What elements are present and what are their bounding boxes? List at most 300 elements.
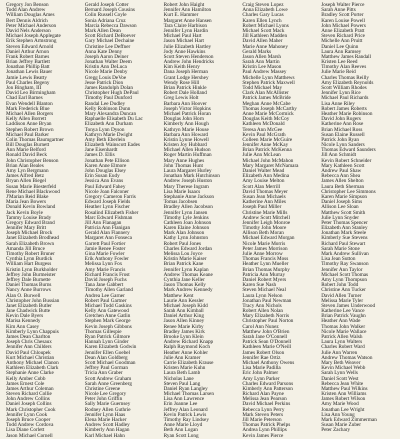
name-entry: Jennifer Rae Ortiz [242,354,281,361]
name-entry: Margaret Ann Fonseca [84,235,132,242]
name-entry: James Robert Wilson [321,396,366,403]
name-entry: Katherine Ann Rose [321,121,364,128]
name-entry: Tara Claire Harbison [163,22,208,29]
name-entry: David Allen Turner [321,292,362,299]
name-entry: Heather Lynn Fischer [84,204,130,211]
name-entry: Kristin Lee Mason [242,64,282,71]
name-entry: Steven Richard Price [321,33,365,40]
name-entry: Gregory Cameron Farris [84,193,136,200]
name-entry: Mark Andrew Kennedy [163,287,213,294]
name-entry: Jessica Ann Evans [84,178,124,185]
name-entry: Laddison Anne Bryan [6,121,52,128]
name-entry: Kristin Lynne Howell [163,136,209,143]
name-entry: Scott Alan Merrill [242,183,281,190]
name-entry: Daniel Thomas Burns [6,282,52,289]
name-entry: Dean Alan Goldberg [84,354,128,361]
name-entry: Donald Kevin Bowland [6,204,56,211]
name-entry: Jonathan Walter Deem [84,59,132,66]
name-entry: Brian Jeffrey Bartlett [6,59,50,66]
name-entry: Scott Michael Goodman [84,359,136,366]
name-entry: Julie Elizabeth Hartley [163,43,212,50]
name-entry: Marie Anne Mahoney [242,43,288,50]
name-entry: Mark Allen Dean [84,27,121,34]
name-entry: Julie Marie Reid [321,69,356,76]
name-entry: Bradley James Kirk [163,328,205,335]
name-entry: Mary Alexandra Duncan [84,110,137,117]
name-entry: Brooke Lynn Klein [163,334,204,340]
name-entry: Jason Thomas Kelly [163,282,206,289]
name-entry: Anna Kate Denny [84,48,123,55]
name-entry: Elizabeth Wainscott Eades [84,142,140,149]
name-entry: Stephen Mark George [84,318,131,325]
name-entry: Matthew Scott Smith [321,209,366,216]
name-entry: Kathleen Elizabeth Clark [6,365,59,372]
name-entry: Kevin Joseph Gibbons [84,323,132,330]
name-entry: Jennifer Ann Hamilton [163,7,212,14]
name-entry: David Thomas Meyer [242,188,288,195]
name-entry: Jon Bingham, III [6,85,42,91]
name-entry: Thomas John Walker [321,323,366,330]
name-entry: Michael Thomas Larsen [163,391,214,398]
name-entry: Jennifer Lynn Hardin [163,27,208,34]
name-entry: Daniel Arthur King [163,313,204,320]
name-entry: Christine Greene [84,385,121,392]
name-entry: Patrick Allen Walsh [321,334,363,340]
name-entry: Timothy Allen Garland [84,287,134,294]
name-entry: Heather Lynn Mueller [242,261,289,268]
name-entry: Karen Ellen Lynch [242,17,282,24]
name-entry: Amy Marie Wood [321,401,359,408]
name-entry: Nancy Anne Burrows [6,287,51,294]
name-entry: Jonathan Paul Newman [242,297,292,304]
name-entry: Marcia Rebecca Dawson [84,22,137,29]
name-entry: James Randolph Dolan [84,85,133,91]
name-entry: Elizabeth Ann Medina [242,173,290,180]
name-entry: Paul Edward Fahey [84,183,126,190]
name-entry: David Nels Anderson [6,27,51,34]
name-entry: Cynthia Lynn Burdick [6,256,53,263]
name-entry: Jennifer Anne McKay [242,142,289,149]
name-entry: J'Marian Reid Blake [6,193,49,200]
name-entry: Eric John Palmer [242,370,279,377]
name-entry: Tomas Jacobsen [163,199,198,206]
name-entry: Ann Marie Belford [6,147,46,154]
name-entry: Andrew Scott Hadley [84,422,130,429]
name-entry: Jonathan Phillip Batt [6,64,50,71]
name-entry: Elena Marie Hacker [84,417,127,423]
name-entry: Robert John Haight [163,2,205,8]
name-entry: Michael Paul Barker [6,131,49,138]
name-entry: Brian Patrick Kane [163,261,204,268]
name-entry: Cynthia Jane Keller [163,276,205,283]
name-entry: Sonia Adriana Cruz [84,17,126,24]
name-entry: Colin Thomas Baumgartner [6,136,64,143]
name-entry: James Dean Charlton [6,334,51,340]
name-entry: Matthew James Randall [321,53,372,60]
name-entry: Laura Margaret Hurley [163,168,212,174]
name-entry: Jason Michael Cornell [6,432,53,439]
name-entry: Mark Edward Zimmerman [321,417,377,423]
name-entry: Jonathan Lee Wright [321,406,365,413]
name-entry: Julie Lynn Snyder [321,214,359,221]
name-entry: Sally Marie Guernsey [84,401,131,408]
name-entry: James Allen Shelton [321,178,364,185]
name-entry: Sarah Anne Pitts [321,7,356,14]
name-entry: Erin Joanne Lee [163,401,198,408]
name-entry: Kathleen Marie O'Neill [242,344,292,351]
name-entry: David Joseph Fuchs [84,276,127,283]
name-entry: Julie Ann Kramer [163,354,201,361]
name-entry: Christine Ann Tucker [321,287,366,294]
name-entry: Erik Stephen Armstrong [6,38,57,45]
name-entry: Jennifer Lynn Haas [84,411,126,418]
name-column-5 [321,2,396,434]
name-entry: Jill Kathleen Madden [242,33,288,40]
name-entry: Daniel Scott West [321,375,359,382]
name-entry: Michael Joseph Applegate [6,33,61,40]
name-entry: Ralph Raymond Koch [163,344,210,351]
name-entry: Michael Allen Borgers [6,110,54,117]
name-entry: Karen Sue Nash [242,282,277,289]
name-entry: Lisa Ann Young [321,411,355,418]
name-entry: Evan Wendell Blanton [6,100,53,107]
name-entry: Kristin Lynn Burkholder [6,266,58,273]
name-entry: Steven Michael Neal [242,287,286,294]
name-entry: Janet Elizabeth Brodhead [6,235,60,242]
name-entry: Andrea Lee Garner [84,292,125,299]
name-list [321,3,396,434]
name-entry: Greg Lewis Holt [163,95,199,102]
name-entry: Kevin Patrick Lewis [163,411,207,418]
name-list [242,3,317,439]
name-entry: Michelle Lynn Matthews [242,74,295,81]
name-entry: Sarah Elizabeth Brown [6,240,55,247]
name-entry: Matthew John O'Brien [242,328,290,335]
name-entry: Timothy John Moore [242,225,287,232]
name-entry: Todd Michael May [242,85,283,91]
name-entry: Andrew Thomas Keane [163,271,213,278]
name-entry: Robert James Roberts [321,105,367,112]
name-entry: Jennifer Ann Childers [6,344,52,351]
name-entry: Lisa Diane Corlett [6,427,45,434]
name-entry: Kim Ann Casey [6,323,40,330]
name-entry: Colleen Marie McGuire [242,136,293,143]
name-entry: Brian Patrick Hinkle [163,85,207,91]
name-entry: Paul Andrew Massey [242,69,287,76]
name-entry: Karl Michael Hahn [84,432,125,439]
name-entry: Renee Marie Kirby [163,323,204,330]
name-entry: Hannah Lynn Ginder [84,339,129,346]
name-entry: James Ernest Cole [6,380,45,387]
name-entry: Amy Marie Francis [84,266,126,273]
name-entry: Jennifer Ann Taylor [321,266,363,273]
name-entry: Andrew Paul Shaw [321,168,362,174]
name-entry: Nicole Marie Denby [84,69,128,76]
name-entry: Raphaelle Elisabeth Du Lac [84,116,143,123]
name-entry: Jason Michael Hart [163,38,204,45]
name-entry: Ryan Scott Long [163,432,199,439]
name-entry: John Michael Powers [321,22,366,29]
name-entry: Gregory Jon Benson [6,2,49,8]
name-entry: Jennifer Mary Britt [6,225,47,232]
name-entry: Mary Kathleen Scott [321,162,365,169]
name-entry: Douglas Keith McCoy [242,116,290,123]
name-entry: David John Rogers [321,116,361,123]
name-entry: David Paul Chloupek [6,349,51,356]
name-entry: Kristen Lee Reed [321,59,358,66]
name-entry: Tana Jane Gabbert [84,282,124,289]
name-entry: Christopher Lee Simmons [321,188,376,195]
name-entry: Colin Russell Coyle [84,12,127,19]
name-entry: Mary Elizabeth Norris [242,313,290,320]
name-entry: Timothy Paul Dunford [84,95,132,102]
name-entry: Kristen Marie Kuhn [163,365,206,372]
name-entry: Christopher Hugh DePaul [84,90,139,97]
name-entry: Kimberly Ann Hough [163,121,209,128]
name-entry: Kelly Amber Cobb [6,375,46,382]
name-entry: Nicole Lynn Sanders [321,142,365,149]
name-entry: Jeffrey Paul Gorman [84,365,128,372]
name-entry: Robert Paul Gartner [84,297,127,304]
name-entry: Robert John Todd [321,282,359,289]
name-entry: Nicholas Lane [163,375,194,382]
name-entry: Laura Lynn Nelson [242,292,283,299]
name-entry: Sarah Ann Kimball [163,308,204,315]
name-entry: Heather Ann Wade [321,318,361,325]
name-entry: Peter James Morrison [242,245,288,252]
name-entry: Jennifer Lynn Cook [6,411,48,418]
name-entry: Beth Ann Logan [163,427,198,434]
name-entry: Daniel Arthur Arnon [6,48,49,55]
name-entry: Daniel Joseph Collins [6,401,52,408]
name-entry: Daniel Lee Quinn [321,43,359,50]
name-entry: Chad Earl Barnes [6,95,43,102]
name-entry: Timothy Ray Swanson [321,261,369,268]
name-entry: Peter Zachary [321,427,351,434]
name-entry: Lisa Marie Isaacs [163,188,201,195]
name-entry: Joseph Michael Brock [6,230,53,237]
name-entry: Lisa Jean Sutton [321,256,356,263]
name-entry: Gina Marie Fowler [84,251,125,257]
name-entry: Mary Margaret McNamara [242,162,299,169]
name-entry: Barbara Ann Howard [163,131,208,138]
name-entry: Sarah Jane O'Connell [242,334,288,340]
name-entry: Patricia Ann Flanigan [84,225,131,232]
name-entry: Mark Alan Johnson [163,230,205,237]
name-entry: Karen Anne Elmore [84,162,127,169]
name-entry: Brian Michael Ross [321,126,363,133]
name-entry: James Arthur Coleman [6,385,54,392]
name-entry: Kelly Allen Borrett [6,116,47,123]
name-entry: Jill Ann Schmidt [321,152,357,159]
name-entry: Rebecca Ann Shea [321,173,361,180]
name-entry: Mark Christopher Cook [6,406,56,413]
name-entry: Karen Elaine Johnson [163,225,210,232]
name-entry: Sarah Marie Stone [321,245,360,252]
name-entry: Christine Marie Mills [242,209,288,216]
name-entry: Amy Lynn Parker [242,375,280,382]
name-entry: Anna Elizabeth Lowe [242,7,288,14]
name-entry: Laurie Ann Kessler [163,297,204,304]
name-entry: Allison Lee Sloan [321,204,359,211]
name-entry: Matthew Paul Wilkins [321,385,368,392]
name-entry: Meghan Anne McCabe [242,100,291,107]
name-entry: Jill Ann Flanagan [84,219,122,226]
name-entry: Jeffrey John Burmeister [6,271,56,278]
name-entry: Andrew Richard Knapp [163,339,214,346]
name-entry: Jennifer Lynn Jansen [163,209,208,216]
name-entry: Kathryn Marie House [163,126,209,133]
name-entry: Todd Andrew Cordova [6,422,54,429]
name-entry: Amy Beth Eberlein [84,136,126,143]
name-list [85,3,160,439]
name-entry: Heather Marie Robinson [321,110,373,117]
name-entry: Christine Lee Deffner [84,43,131,50]
name-entry: Kevin Robert Schneider [321,157,372,164]
name-entry: Patrick John Ryan [321,136,360,143]
name-entry: Richard Alan Payne [242,391,284,398]
name-entry: John Andrew Collins [6,396,50,403]
name-entry: Daniel Joseph Sims [321,199,363,206]
name-entry: Roger Martin Huffman [163,152,212,159]
name-entry: Lisa Marie Padilla [242,365,281,372]
name-entry: Sarah Ann Martin [242,59,280,66]
name-entry: Kevin Michael Webb [321,365,366,372]
name-entry: Carrie Elizabeth Krause [163,359,214,366]
name-entry: Allison Beth Moran [242,230,284,237]
name-entry: Kathryn Marie Dwight [84,131,133,138]
name-entry: Jason Allen Kinney [163,318,205,325]
name-entry: James Robert Olson [242,349,285,356]
name-entry: Susan Jean Michaels [242,193,286,200]
name-entry: Tonya Lynn Dyson [84,126,125,133]
name-entry: Julie Ann Warren [321,349,358,356]
name-entry: William Hart Burgess [6,261,52,268]
name-entry: Gary Michael Dechaine [84,38,135,45]
name-entry: Michael Todd Gaskins [84,302,132,309]
name-entry: Amy Louise Melton [242,178,285,185]
name-entry: Bryan Allen Biegel [6,178,47,185]
name-entry: John Christopher Benson [6,157,59,164]
name-entry: David Allen Maher [242,38,283,45]
name-entry: Laura Lynn Walters [321,339,363,346]
name-entry: Jonathan Pete Ellison [84,157,130,164]
name-entry: Frank Robert Barnes [6,53,50,60]
name-entry: Timothy Lyle Jenkins [163,214,209,221]
name-entry: Michael Patrick Horan [163,110,211,117]
name-entry: Sarah Lynn Wells [321,370,358,377]
name-entry: Kim Keith Henry [163,64,200,71]
name-column-1 [6,2,81,439]
name-entry: Ryan Patrick Gilmore [84,334,131,340]
name-entry: Tammy Louise Brady [6,214,52,221]
name-entry: Erin Susan Eudy [84,173,120,180]
name-entry: Patricia Ann Murray [242,271,286,278]
name-entry: Bradley Scott Porter [321,12,364,19]
name-entry: Mark Steven Peters [242,411,284,418]
name-column-3 [163,2,239,439]
name-entry: Peter Thomas Spencer [321,219,368,226]
name-entry: Grant Lodge Hershey [163,74,209,81]
name-entry: Scott Steven Henderson [163,53,214,60]
name-entry: Rosalind Elizabeth Fisher [84,209,139,216]
name-entry: Brian Patrick McKenna [242,147,292,154]
name-entry: David Michael Perkins [242,401,291,408]
name-entry: Andrew Scott Mitchell [242,214,290,221]
name-entry: Lisa Anne Riley [321,100,355,107]
name-entry: Nicole Joan Falconer [84,188,129,195]
name-column-4 [242,2,317,439]
name-entry: Tricia Ann Graber [84,370,123,377]
name-entry: Peter Michael Anderson [6,22,57,29]
name-entry: Richard Francis Frost [84,271,130,278]
name-entry: Kristen Ann Williams [321,391,367,398]
name-entry: Kevin Paul McGrath [242,131,286,138]
name-entry: Steven James Underwood [321,302,376,309]
name-entry: Michael Joseph Kidd [163,302,208,309]
name-entry: Laura Ann Ramsey [321,48,362,55]
name-entry: Jane Chadwick Butte [6,308,51,315]
name-entry: Julie Ann McLean [242,152,281,159]
name-entry: Michael Allen Hudson [163,147,211,154]
name-list [164,3,239,439]
name-entry: Jonathan Mark Steele [321,230,367,237]
name-entry: Laura Beth Sherman [321,183,365,190]
name-entry: Kevin James Pierce [242,432,284,439]
name-entry: Paul Charles Begeny [6,79,50,86]
name-entry: Robert Allen Nolan [242,308,284,315]
name-entry: Alan O. Burwell [6,292,41,299]
name-entry: Jonathan Lewis Bauer [6,69,53,76]
name-entry: Tracy Ann Nichols [242,302,282,309]
name-entry: Charles Thomas Reilly [321,74,369,81]
name-entry: Kevin Dale Byers [6,313,44,320]
name-entry: Charles Edward Jordan [163,245,212,252]
name-column-2 [84,2,160,439]
name-entry: Michael Edward Morgan [242,235,295,242]
name-entry: Karen Louise Powell [321,17,365,24]
name-entry: Michael Scott Mack [242,27,285,34]
name-entry: Kimberly Ann Hagan [84,427,130,434]
name-entry: Kimberly Lynn Chappuis [6,328,59,335]
name-entry: Jeffrey Dale Burnette [6,276,51,283]
name-entry: Susan Elaine Russell [321,131,365,138]
name-entry: Jody Anne Hawkins [163,48,206,55]
name-entry: Bradley Allen Jacobson [163,204,213,211]
name-entry: Timothy Robert Bruner [6,251,55,257]
name-entry: Clark Alan McAllister [242,90,289,97]
name-entry: Gerald Marks [242,48,272,55]
name-entry: Garrett Paul Fortier [84,240,126,247]
name-entry: Rebecca Jean White [321,380,364,387]
name-entry: Kimberly Ann Patterson [242,385,293,392]
name-entry: Teresa Ann McGee [242,126,283,133]
name-entry: Carol Ann Nunez [242,323,279,330]
name-entry: Nicole Lee Gregory [84,391,127,398]
name-list [6,3,81,439]
name-entry: Stephanie Anne Clarke [6,370,54,377]
name-entry: Thomas Patrick Phelps [242,422,291,429]
name-entry: Melissa Jean Pearson [242,396,287,403]
name-entry: Nicole Marie Wallace [321,328,367,335]
name-entry: Amy Lyn Bergmann [6,168,49,174]
name-entry: Jennifer Lynn Kaplan [163,266,209,273]
name-entry: Jack Kevin Boyle [6,209,43,216]
name-entry: Rodney Allen Guthrie [84,406,131,413]
name-entry: Julie Anne Morrow [242,251,283,257]
name-entry: Anthony Michael Clanon [6,359,59,366]
name-entry: Peter John Griffin [84,396,123,403]
